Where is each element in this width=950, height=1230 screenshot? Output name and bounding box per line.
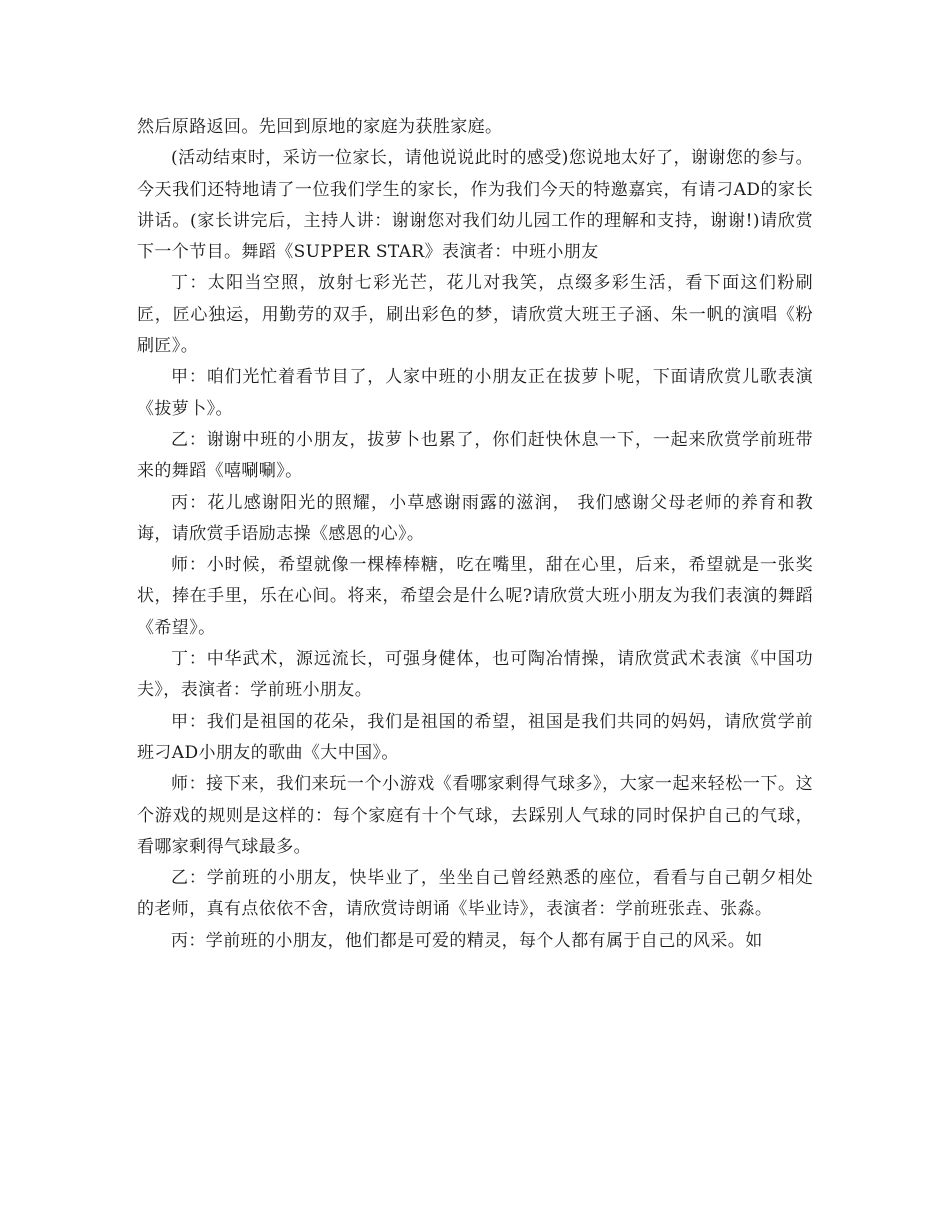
paragraph-8: 丁：中华武术，源远流长，可强身健体，也可陶冶情操，请欣赏武术表演《中国功夫》，表演者：学前班小朋友。 [137,649,813,701]
paragraph-9: 甲：我们是祖国的花朵，我们是祖国的希望，祖国是我们共同的妈妈，请欣赏学前班刁AD小朋友的歌曲《大中国》。 [137,711,813,763]
paragraph-7: 师：小时候，希望就像一棵棒棒糖，吃在嘴里，甜在心里，后来，希望就是一张奖状，捧在手里，乐在心间。将来，希望会是什么呢?请欣赏大班小朋友为我们表演的舞蹈《希望》。 [137,555,813,638]
paragraph-5: 乙：谢谢中班的小朋友，拔萝卜也累了，你们赶快休息一下，一起来欣赏学前班带来的舞蹈《嘻唰唰》。 [137,429,813,482]
paragraph-4: 甲：咱们光忙着看节目了，人家中班的小朋友正在拔萝卜呢，下面请欣赏儿歌表演《拔萝卜》。 [137,367,813,419]
paragraph-6: 丙：花儿感谢阳光的照耀，小草感谢雨露的滋润， 我们感谢父母老师的养育和教诲，请欣赏手语励志操《感恩的心》。 [137,492,813,544]
paragraph-3: 丁：太阳当空照，放射七彩光芒，花儿对我笑，点缀多彩生活，看下面这们粉刷匠，匠心独运，用勤劳的双手，刷出彩色的梦，请欣赏大班王子涵、朱一帆的演唱《粉刷匠》。 [137,273,813,357]
paragraph-11: 乙：学前班的小朋友，快毕业了，坐坐自己曾经熟悉的座位，看看与自己朝夕相处的老师，真有点依依不舍，请欣赏诗朗诵《毕业诗》，表演者：学前班张垚、张淼。 [137,868,813,920]
paragraph-2: (活动结束时，采访一位家长，请他说说此时的感受)您说地太好了，谢谢您的参与。今天我们还特地请了一位我们学生的家长，作为我们今天的特邀嘉宾，有请刁AD的家长讲话。(家长讲完后，主持人讲：谢谢您对我们幼儿园工作的理解和支持，谢谢!)请欣赏下一个节目。舞蹈《SUPPER STAR》表演者：中班小朋友 [137,148,813,263]
document-body [137,112,813,957]
paragraph-10: 师：接下来，我们来玩一个小游戏《看哪家剩得气球多》，大家一起来轻松一下。这个游戏的规则是这样的：每个家庭有十个气球，去踩别人气球的同时保护自己的气球，看哪家剩得气球最多。 [137,774,813,857]
paragraph-12: 丙：学前班的小朋友，他们都是可爱的精灵，每个人都有属于自己的风采。如 [171,930,763,951]
paragraph-1: 然后原路返回。先回到原地的家庭为获胜家庭。 [137,117,503,137]
